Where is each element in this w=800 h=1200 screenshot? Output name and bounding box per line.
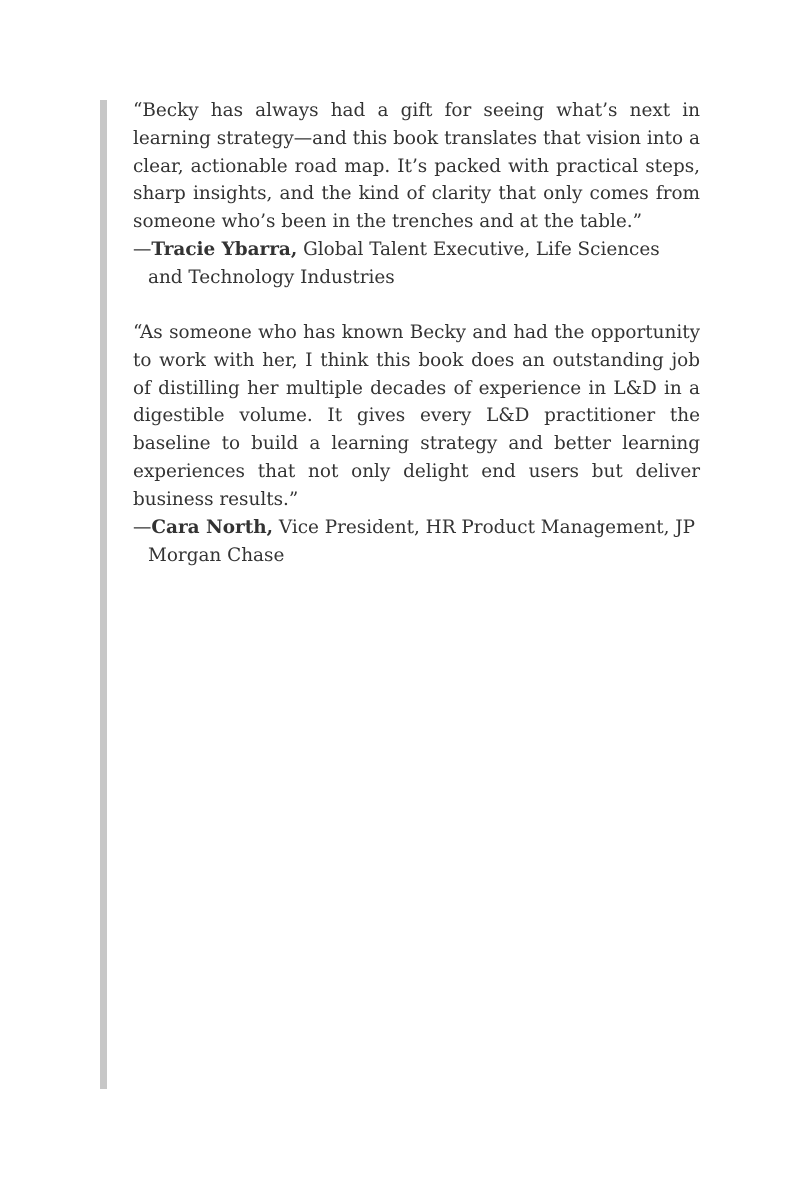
testimonial-quote: “Becky has always had a gift for seeing what’s next in learning strategy—and this book translates that vision into a clear, actionable road map. It’s packed with practical steps, sharp insights, and the kind of clarity that only comes from someone who’s been in the trenches and at the table.” bbox=[133, 100, 700, 233]
left-margin-bar bbox=[100, 100, 107, 1089]
attribution-dash: — bbox=[133, 238, 152, 260]
attribution-title: Vice President, HR Product Management, JP Morgan Chase bbox=[148, 516, 696, 566]
testimonial-attribution bbox=[133, 236, 700, 292]
attribution-name: Cara North, bbox=[151, 516, 273, 538]
testimonial bbox=[133, 97, 700, 292]
attribution-title: Global Talent Executive, Life Sciences and Technology Industries bbox=[148, 238, 660, 288]
testimonial bbox=[133, 319, 700, 570]
attribution-dash: — bbox=[133, 516, 152, 538]
testimonial-attribution bbox=[133, 514, 700, 570]
attribution-name: Tracie Ybarra, bbox=[151, 238, 298, 260]
testimonials-column bbox=[133, 97, 700, 570]
testimonial-quote: “As someone who has known Becky and had the opportunity to work with her, I think this book does an outstanding job of distilling her multiple decades of experience in L&D in a digestible volume. It gives every L&D practitioner the baseline to build a learning strategy and better learning experiences that not only delight end users but deliver business results.” bbox=[133, 321, 700, 510]
